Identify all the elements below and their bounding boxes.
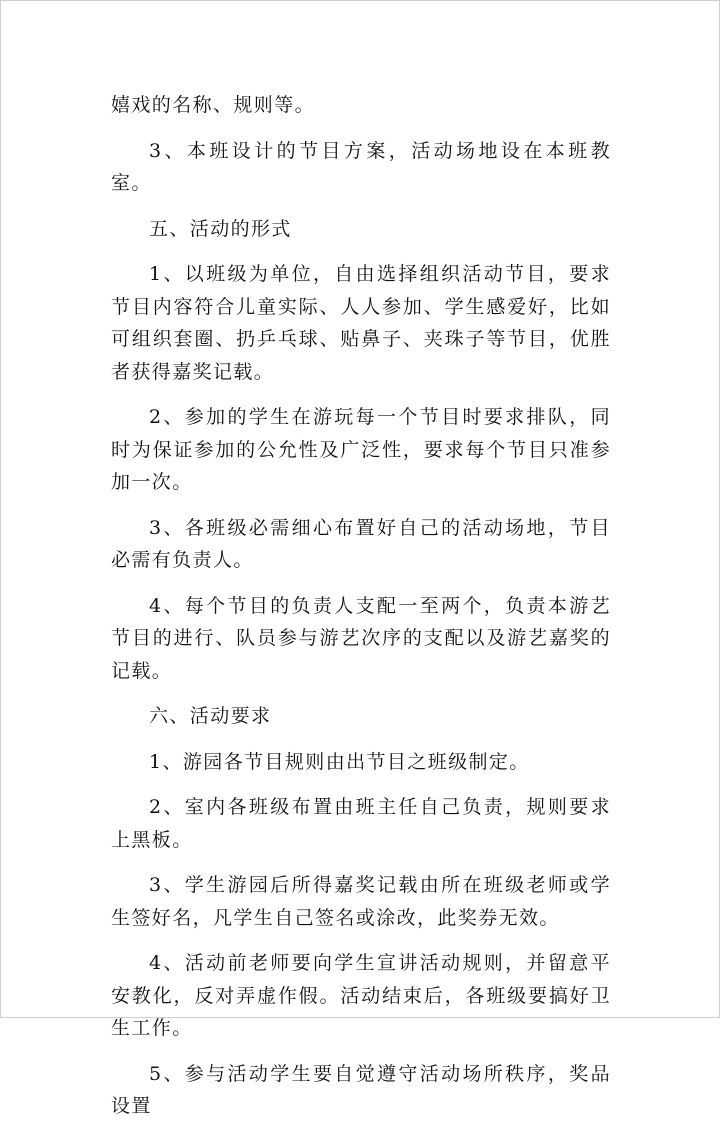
paragraph-continuation: 嬉戏的名称、规则等。 — [111, 94, 316, 116]
paragraph-requirement-item-3: 3、学生游园后所得嘉奖记载由所在班级老师或学生签好名，凡学生自己签名或涂改，此奖券无效。 — [111, 874, 611, 929]
paragraph-form-item-2: 2、参加的学生在游玩每一个节目时要求排队，同时为保证参加的公允性及广泛性，要求每个节目只准参加一次。 — [111, 406, 611, 493]
paragraph-form-item-3: 3、各班级必需细心布置好自己的活动场地，节目必需有负责人。 — [111, 516, 611, 571]
section-heading-activity-requirements: 六、活动要求 — [149, 705, 272, 727]
paragraph-form-item-4: 4、每个节目的负责人支配一至两个，负责本游艺节目的进行、队员参与游艺次序的支配以及游艺嘉奖的记载。 — [111, 594, 611, 682]
paragraph-requirement-item-1: 1、游园各节目规则由出节目之班级制定。 — [149, 750, 530, 773]
paragraph-requirement-item-4: 4、活动前老师要向学生宣讲活动规则，并留意平安教化，反对弄虚作假。活动结束后，各班级要搞好卫生工作。 — [111, 952, 611, 1039]
paragraph-item-3-venue: 3、本班设计的节目方案，活动场地设在本班教室。 — [111, 139, 611, 194]
paragraph-requirement-item-5: 5、参与活动学生要自觉遵守活动场所秩序，奖品设置 — [111, 1062, 611, 1117]
document-body — [111, 89, 611, 1136]
paragraph-form-item-1: 1、以班级为单位，自由选择组织活动节目，要求节目内容符合儿童实际、人人参加、学生感爱好，比如可组织套圈、扔乒乓球、贴鼻子、夹珠子等节目，优胜者获得嘉奖记载。 — [111, 263, 611, 383]
section-heading-activity-form: 五、活动的形式 — [149, 217, 292, 240]
paragraph-requirement-item-2: 2、室内各班级布置由班主任自己负责，规则要求上黑板。 — [111, 796, 611, 851]
